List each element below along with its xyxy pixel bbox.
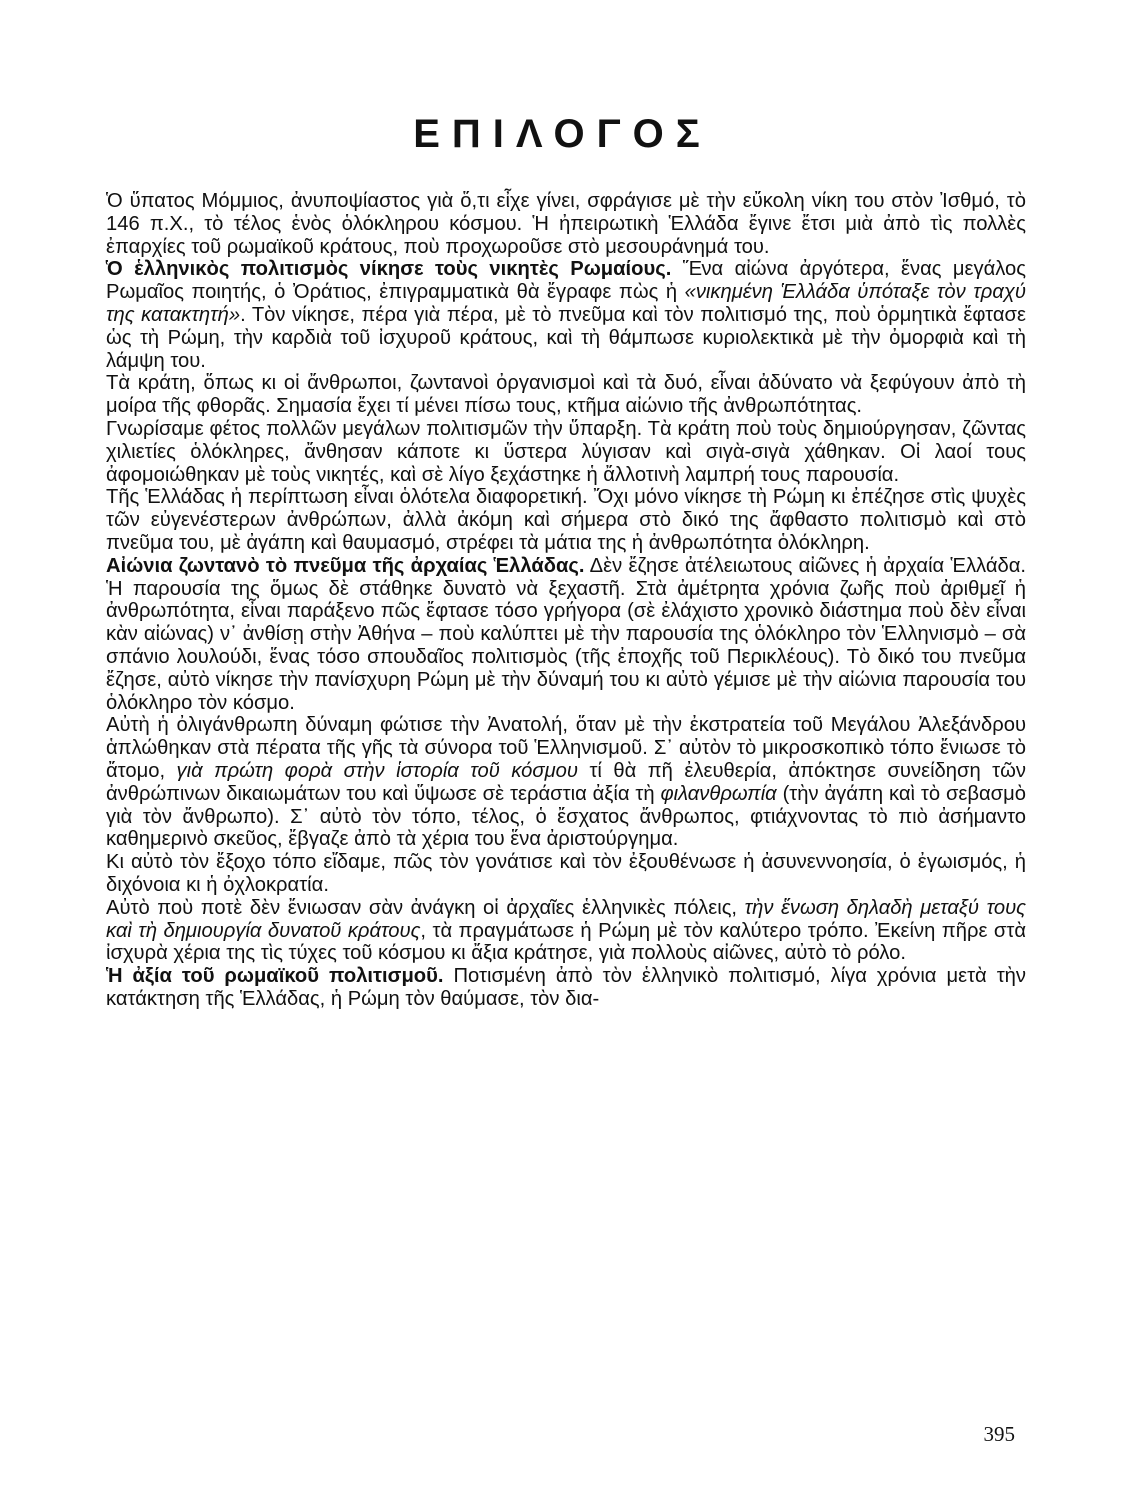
italic-quote: «νικημένη Ἑλλάδα ὑπόταξε τὸν τραχύ της κατακτητή» [106,281,1027,326]
paragraph-text: Τῆς Ἑλλάδας ἡ περίπτωση εἶναι ὁλότελα διαφορετική. Ὄχι μόνο νίκησε τὴ Ρώμη κι ἐπέζησε στὶς ψυχὲς τῶν εὐγενέστερων ἀνθρώπων, ἀλλὰ ἀκόμη καὶ σήμερα στὸ δικό της ἄφθαστο πολιτισμὸ καὶ στὸ πνεῦμα του, μὲ ἀγάπη καὶ θαυμασμό, στρέφει τὰ μάτια της ἡ ἀνθρωπότητα ὁλόκληρη. [106,486,1026,554]
italic-phrase: φιλανθρωπία [660,782,777,805]
paragraph-3 [106,372,1026,418]
section-heading: Ἡ ἀξία τοῦ ρωμαϊκοῦ πολιτισμοῦ. [106,965,444,988]
paragraph-text: . Τὸν νίκησε, πέρα γιὰ πέρα, μὲ τὸ πνεῦμα καὶ τὸν πολιτισμό της, ποὺ ὁρμητικὰ ἔφτασε ὡς τὴ Ρώμη, τὴν καρδιὰ τοῦ ἰσχυροῦ κράτους, καὶ τὴ θάμπωσε κυριολεκτικὰ μὲ τὴν ὀμορφιὰ καὶ τὴ λάμψη του. [106,303,1026,372]
paragraph-5 [106,486,1026,554]
paragraph-9 [106,897,1026,965]
paragraph-text: Ποτισμένη ἀπὸ τὸν ἑλληνικὸ πολιτισμό, λίγα χρόνια μετὰ τὴν κατάκτηση τῆς Ἑλλάδας, ἡ Ρώμη τὸν θαύμασε, τὸν δια- [106,965,1026,1010]
section-heading: Ὁ ἑλληνικὸς πολιτισμὸς νίκησε τοὺς νικητὲς Ρωμαίους. [106,258,672,281]
section-heading: Αἰώνια ζωντανὸ τὸ πνεῦμα τῆς ἀρχαίας Ἑλλάδας. [106,554,585,577]
paragraph-text: τί θὰ πῆ ἐλευθερία, ἀπόκτησε συνείδηση τῶν ἀνθρώπινων δικαιωμάτων του καὶ ὕψωσε σὲ τεράστια ἀξία τὴ [106,759,1026,805]
paragraph-text: Ὁ ὕπατος Μόμμιος, ἀνυποψίαστος γιὰ ὅ,τι εἶχε γίνει, σφράγισε μὲ τὴν εὔκολη νίκη του στὸν Ἰσθμό, τὸ 146 π.Χ., τὸ τέλος ἑνὸς ὁλόκληρου κόσμου. Ἡ ἠπειρωτικὴ Ἑλλάδα ἔγινε ἔτσι μιὰ ἀπὸ τὶς πολλὲς ἐπαρχίες τοῦ ρωμαϊκοῦ κράτους, ποὺ προχωροῦσε στὸ μεσουράνημά του. [106,190,1026,258]
paragraph-2 [106,258,1026,372]
paragraph-text: Δὲν ἔζησε ἀτέλειωτους αἰῶνες ἡ ἀρχαία Ἑλλάδα. Ἡ παρουσία της ὅμως δὲ στάθηκε δυνατὸ νὰ ξεχαστῆ. Στὰ ἀμέτρητα χρόνια ζωῆς ποὺ ἀριθμεῖ ἡ ἀνθρωπότητα, εἶναι παράξενο πῶς ἔφτασε τόσο γρήγορα (σὲ ἐλάχιστο χρονικὸ διάστημα ποὺ δὲν εἶναι κὰν αἰώνας) ν᾽ ἀνθίσῃ στὴν Ἀθήνα – ποὺ καλύπτει μὲ τὴν παρουσία της ὁλόκληρο τὸν Ἑλληνισμὸ – σὰ σπάνιο λουλούδι, ἕνας τόσο σπουδαῖος πολιτισμὸς (τῆς ἐποχῆς τοῦ Περικλέους). Τὸ δικό του πνεῦμα ἔζησε, αὐτὸ νίκησε τὴν πανίσχυρη Ρώμη μὲ τὴν δύναμή του κι αὐτὸ γέμισε μὲ τὴν αἰώνια παρουσία του ὁλόκληρο τὸν κόσμο. [106,554,1027,714]
paragraph-10 [106,965,1026,1011]
paragraph-text: , τὰ πραγμάτωσε ἡ Ρώμη μὲ τὸν καλύτερο τρόπο. Ἐκείνη πῆρε στὰ ἰσχυρὰ χέρια της τὶς τύχες τοῦ κόσμου κι ἄξια κράτησε, γιὰ πολλοὺς αἰῶνες, αὐτὸ τὸ ρόλο. [106,919,1026,965]
page-number: 395 [983,1422,1015,1446]
paragraph-text: (τὴν ἀγάπη καὶ τὸ σεβασμὸ γιὰ τὸν ἄνθρωπο). Σ᾽ αὐτὸ τὸν τόπο, τέλος, ὁ ἔσχατος ἄνθρωπος, φτιάχνοντας τὸ πιὸ ἀσήμαντο καθημερινὸ σκεῦος, ἔβγαζε ἀπὸ τὰ χέρια του ἕνα ἀριστούργημα. [106,782,1026,851]
italic-phrase: γιὰ πρώτη φορὰ στὴν ἱστορία τοῦ κόσμου [176,759,578,782]
paragraph-text: Τὰ κράτη, ὅπως κι οἱ ἄνθρωποι, ζωντανοὶ ὀργανισμοὶ καὶ τὰ δυό, εἶναι ἀδύνατο νὰ ξεφύγουν ἀπὸ τὴ μοίρα τῆς φθορᾶς. Σημασία ἔχει τί μένει πίσω τους, κτῆμα αἰώνιο τῆς ἀνθρωπότητας. [106,372,1026,418]
paragraph-7 [106,714,1026,851]
page-title: ΕΠΙΛΟΓΟΣ [413,112,712,156]
body-text [106,190,1026,1011]
paragraph-text: Γνωρίσαμε φέτος πολλῶν μεγάλων πολιτισμῶν τὴν ὕπαρξη. Τὰ κράτη ποὺ τοὺς δημιούργησαν, ζῶντας χιλιετίες ὁλόκληρες, ἄνθησαν κάποτε κι ὕστερα λύγισαν καὶ σιγὰ-σιγὰ χάθηκαν. Οἱ λαοί τους ἀφομοιώθηκαν μὲ τοὺς νικητές, καὶ σὲ λίγο ξεχάστηκε ἡ ἄλλοτινὴ λαμπρή τους παρουσία. [106,417,1026,486]
paragraph-8 [106,851,1026,897]
paragraph-text: Αὐτὸ ποὺ ποτὲ δὲν ἔνιωσαν σὰν ἀνάγκη οἱ ἀρχαῖες ἑλληνικὲς πόλεις, [106,896,745,919]
paragraph-text: Κι αὐτὸ τὸν ἔξοχο τόπο εἴδαμε, πῶς τὸν γονάτισε καὶ τὸν ἐξουθένωσε ἡ ἀσυνεννοησία, ὁ ἐγωισμός, ἡ διχόνοια κι ἡ ὀχλοκρατία. [106,851,1026,896]
paragraph-1 [106,190,1026,258]
paragraph-6 [106,555,1026,715]
italic-phrase: τὴν ἕνωση δηλαδὴ μεταξύ τους καὶ τὴ δημιουργία δυνατοῦ κράτους [106,896,1026,942]
paragraph-text: Ἕνα αἰώνα ἀργότερα, ἕνας μεγάλος Ρωμαῖος ποιητής, ὁ Ὀράτιος, ἐπιγραμματικὰ θὰ ἔγραφε πὼς ἡ [106,258,1026,304]
paragraph-text: Αὐτὴ ἡ ὀλιγάνθρωπη δύναμη φώτισε τὴν Ἀνατολή, ὅταν μὲ τὴν ἐκστρατεία τοῦ Μεγάλου Ἀλεξάνδρου ἁπλώθηκαν στὰ πέρατα τῆς γῆς τὰ σύνορα τοῦ Ἑλληνισμοῦ. Σ᾽ αὐτὸν τὸ μικροσκοπικὸ τόπο ἔνιωσε τὸ ἄτομο, [106,714,1026,782]
paragraph-4 [106,418,1026,486]
